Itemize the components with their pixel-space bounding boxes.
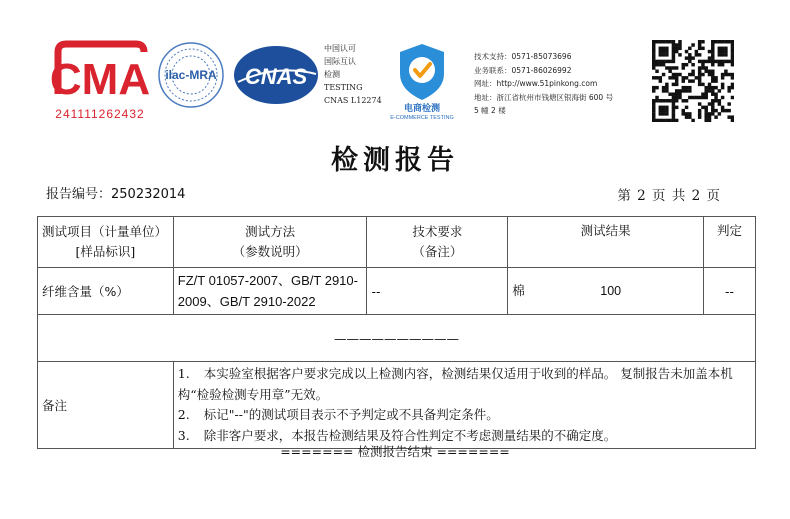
cnas-accreditation-text — [324, 42, 382, 107]
ilac-text: ilac-MRA — [165, 68, 217, 82]
note-text: 本实验室根据客户要求完成以上检测内容，检测结果仅适用于收到的样品。 复制报告未加盖本机构“检验检测专用章”无效。 — [177, 366, 733, 402]
ecommerce-cn: 电商检测 — [403, 104, 441, 114]
result-value: 100 — [600, 284, 622, 298]
cell-judge: -- — [704, 268, 756, 315]
contact-address-line2: 5 幢 2 楼 — [474, 106, 506, 115]
cma-text: CMA — [49, 55, 151, 104]
page-info: 第 2 页 共 2 页 — [617, 188, 720, 204]
cell-requirement: -- — [367, 268, 508, 315]
contact-website: 网址：http://www.51pinkong.com — [474, 79, 598, 88]
contact-info — [474, 50, 613, 118]
cnas-line: 国际互认 — [324, 57, 356, 66]
cnas-line: 中国认可 — [324, 44, 356, 53]
report-end-marker: ======= 检测报告结束 ======= — [280, 444, 510, 459]
ecommerce-en: E-COMMERCE TESTING — [390, 115, 454, 120]
note-item — [178, 364, 751, 405]
contact-business: 业务联系：0571-86026992 — [474, 65, 572, 75]
note-number: 1. — [177, 366, 190, 381]
separator-line: —————————— — [38, 315, 756, 362]
note-number: 3. — [177, 427, 190, 443]
cell-method: FZ/T 01057-2007、GB/T 2910-2009、GB/T 2910-2022 — [173, 268, 367, 315]
qr-code — [652, 40, 734, 122]
separator-row — [38, 315, 756, 362]
header-req-line2: （备注） — [412, 244, 463, 259]
header-result: 测试结果 — [508, 217, 704, 268]
cma-logo — [48, 38, 152, 124]
note-text: 除非客户要求，本报告检测结果及符合性判定不考虑测量结果的不确定度。 — [203, 427, 617, 443]
note-text: 标记"--"的测试项目表示不予判定或不具备判定条件。 — [203, 407, 499, 422]
remarks-notes — [173, 362, 755, 449]
header-method-line2: （参数说明） — [232, 244, 308, 259]
cnas-logo — [232, 44, 320, 106]
cma-number: 241111262432 — [55, 107, 145, 121]
ilac-mra-logo — [156, 40, 226, 110]
table-row — [38, 268, 756, 315]
report-number: 报告编号：250232014 — [46, 187, 186, 202]
result-name: 棉 — [512, 283, 525, 298]
cnas-text: CNAS — [244, 64, 308, 89]
header-judge: 判定 — [704, 217, 756, 268]
cell-item: 纤维含量（%） — [38, 268, 174, 315]
header-item-line1: 测试项目（计量单位） — [42, 224, 168, 239]
ecommerce-testing-logo — [382, 40, 462, 120]
header-item — [38, 217, 174, 268]
contact-support: 技术支持：0571-85073696 — [474, 52, 572, 61]
cnas-line: CNAS L12274 — [324, 96, 382, 105]
header-req-line1: 技术要求 — [412, 224, 463, 239]
note-item — [178, 405, 751, 426]
contact-address: 地址：浙江省杭州市钱塘区银海街 600 号 — [474, 92, 614, 102]
cnas-line: 检测 — [324, 70, 340, 79]
header-item-line2: [样品标识] — [75, 244, 136, 259]
remarks-row — [38, 362, 756, 449]
header-requirement — [367, 217, 508, 268]
remarks-label: 备注 — [38, 362, 174, 449]
header-method-line1: 测试方法 — [245, 224, 296, 239]
report-title: 检测报告 — [331, 145, 459, 176]
table-header-row — [38, 217, 756, 268]
cnas-line: TESTING — [324, 83, 363, 92]
cell-result — [508, 268, 704, 315]
note-number: 2. — [177, 407, 190, 422]
header-method — [173, 217, 367, 268]
results-table — [37, 216, 756, 449]
